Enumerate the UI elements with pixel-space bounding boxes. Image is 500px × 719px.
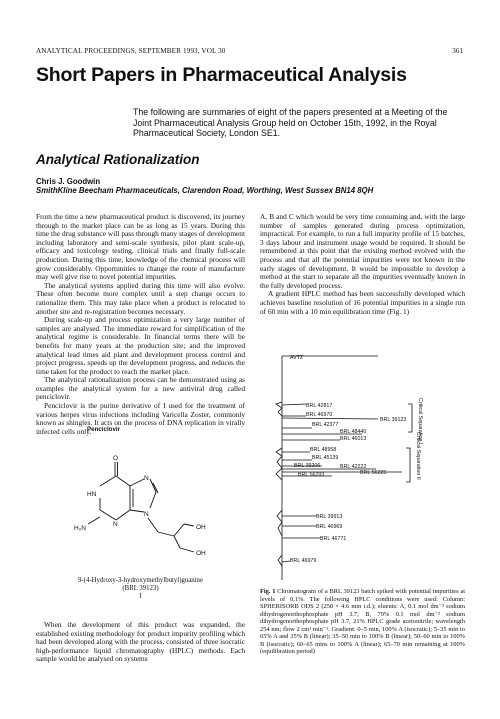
peak-label: BRL 48958 xyxy=(310,447,337,453)
figure-caption-text: Chromatogram of a BRL 39123 batch spiked with potential impurities at levels of 0.1%. The following HPLC conditions were used: Column: SPHERISORB ODS 2 (250 × 4.6 mm i.d.); eluents: A, 0.1 mol dm⁻³ sodium dihydrogenorthophosphate pH 3.7; B, 79% 0.1 mol dm⁻³ sodium dihydrogenorthophosphate pH 3.7, 21% HPLC grade acetonitrile; wavelength 254 nm; flow 2 cm³ min⁻¹. Gradient: 0–5 min, 100% A (isocratic); 5–35 min to 65% A and 35% B (linear); 35–50 min to 100% B (linear); 50–60 min to 100% B (isocratic); 60–65 mins to 100% A (linear); 65–70 min remaining at 100% (equilibration period) xyxy=(260,588,465,655)
peak-label: BRL 46771 xyxy=(320,536,347,542)
figure-caption xyxy=(260,588,465,656)
peak-label: BRL 56225 xyxy=(360,470,387,476)
page-title: Short Papers in Pharmaceutical Analysis xyxy=(36,64,407,86)
peak-label: BRL 39913 xyxy=(316,514,343,520)
peak-label: BRL 56293 xyxy=(298,472,325,478)
paragraph: When the development of this product was expanded, the established existing methodology for product impurity profiling which had been developed along with the process, consisted of three isocratic high-performance liquid chromatography (HPLC) methods. Each sample would be analysed on systems xyxy=(36,620,245,664)
atom-label: O xyxy=(113,455,119,462)
caption-line: I xyxy=(139,593,142,601)
peak-label: BRL 42817 xyxy=(306,403,333,409)
caption-line: (BRL 39123) xyxy=(122,585,159,593)
peak-label: BRL 48440 xyxy=(340,429,367,435)
peak-label: BRL 42222 xyxy=(340,464,367,470)
structure-caption xyxy=(36,577,245,602)
author-name: Chris J. Goodwin xyxy=(36,177,101,186)
atom-label: N xyxy=(144,475,149,482)
paragraph: A gradient HPLC method has been successfully developed which achieves baseline resolution of 16 potential impurities in a single run of 60 min with a 10 min equilibration time (Fig. 1) xyxy=(260,289,465,316)
peak-label: BRL 45139 xyxy=(312,455,339,461)
peak-label: BRL 39123 xyxy=(380,417,407,423)
intro-paragraph: The following are summaries of eight of the papers presented at a Meeting of the Joint Pharmaceutical Analysis Group held on October 15th, 1992, in the Royal Pharmaceutical Society, London SE1. xyxy=(133,107,448,139)
atom-label: HN xyxy=(87,491,97,498)
section-title: Analytical Rationalization xyxy=(36,152,200,167)
peak-label: BRL 46979 xyxy=(290,558,317,564)
atom-label: OH xyxy=(196,524,206,531)
paragraph: The analytical systems applied during this time will also evolve. These often become more complex until a step change occurs to rationalize them. This may take place when a product is relocated to another site and re-registration becomes necessary. xyxy=(36,280,245,316)
peak-label: BRL 46970 xyxy=(306,412,333,418)
paragraph: A, B and C which would be very time consuming and, with the large number of samples generated during process optimization, impractical. For example, to run a full impurity profile of 15 batches, 3 days labour and instrument usage would be required. It should be remembered at this point that the existing method evolved with the process and that all the potential impurities were not known in the early stages of development. It would be impossible to develop a method at the start to separate all the impurities eventually known in the fully developed process. xyxy=(260,212,465,290)
separation-label: Critical Separation I xyxy=(417,398,423,445)
atom-label: N xyxy=(144,511,149,518)
caption-line: 9-(4-Hydroxy-3-hydroxymethylbutyl)guanine xyxy=(78,577,203,584)
peak-label: BRL 46969 xyxy=(316,524,343,530)
peak-label: BRL 39206 xyxy=(294,463,321,469)
left-column-text xyxy=(36,213,245,436)
paragraph: The analytical rationalization process can be demonstrated using as examples the analytical system for a new antiviral drug called penciclovir. xyxy=(36,375,245,402)
peak-label: AVTZ xyxy=(290,355,304,361)
paragraph: During scale-up and process optimization a very large number of samples are analysed. The immediate reward for simplification of the analytical regime is considerable. In financial terms there will be benefits for many years at the production site; and the improved analytical lead times aid plant and development process control and project progress, speeds up the development progress, and reduces the time taken for the product to reach the market place. xyxy=(36,315,245,376)
atom-label: OH xyxy=(196,550,206,557)
penciclovir-structure xyxy=(70,440,220,570)
author-affiliation: SmithKline Beecham Pharmaceuticals, Clarendon Road, Worthing, West Sussex BN14 8QH xyxy=(36,186,374,195)
page-number: 361 xyxy=(452,47,463,55)
atom-label: N xyxy=(113,521,118,528)
journal-header: ANALYTICAL PROCEEDINGS, SEPTEMBER 1993, VOL 30 xyxy=(36,47,226,55)
paragraph: Penciclovir is the purine derivative of I used for the treatment of various herpes virus infections including Varicella Zoster, commonly known as shingles. It acts on the process of DNA replication in virally infected cells only. xyxy=(36,401,245,436)
left-column-bottom-text xyxy=(36,621,245,664)
peak-label: BRL 46013 xyxy=(340,436,367,442)
figure-label: Fig. 1 xyxy=(260,588,276,595)
right-column-text xyxy=(260,213,465,316)
peak-label: BRL 42377 xyxy=(312,422,339,428)
atom-label: H₂N xyxy=(74,525,86,532)
separation-label: Critical Separation II xyxy=(415,432,421,480)
chromatogram-figure xyxy=(260,350,465,585)
paragraph: From the time a new pharmaceutical product is discovered, its journey through to the market place can be as long as 15 years. During this time the drug substance will pass through many stages of development including laboratory and semi-scale synthesis, pilot plant scale-up, efficacy and toxicology testing, clinical trials and finally full-scale production. During this time, knowledge of the chemical process will grow considerably. Opportunities to change the route of manufacture may well give rise to novel potential impurities. xyxy=(36,212,245,282)
structure-title: Penciclovir xyxy=(87,426,121,433)
